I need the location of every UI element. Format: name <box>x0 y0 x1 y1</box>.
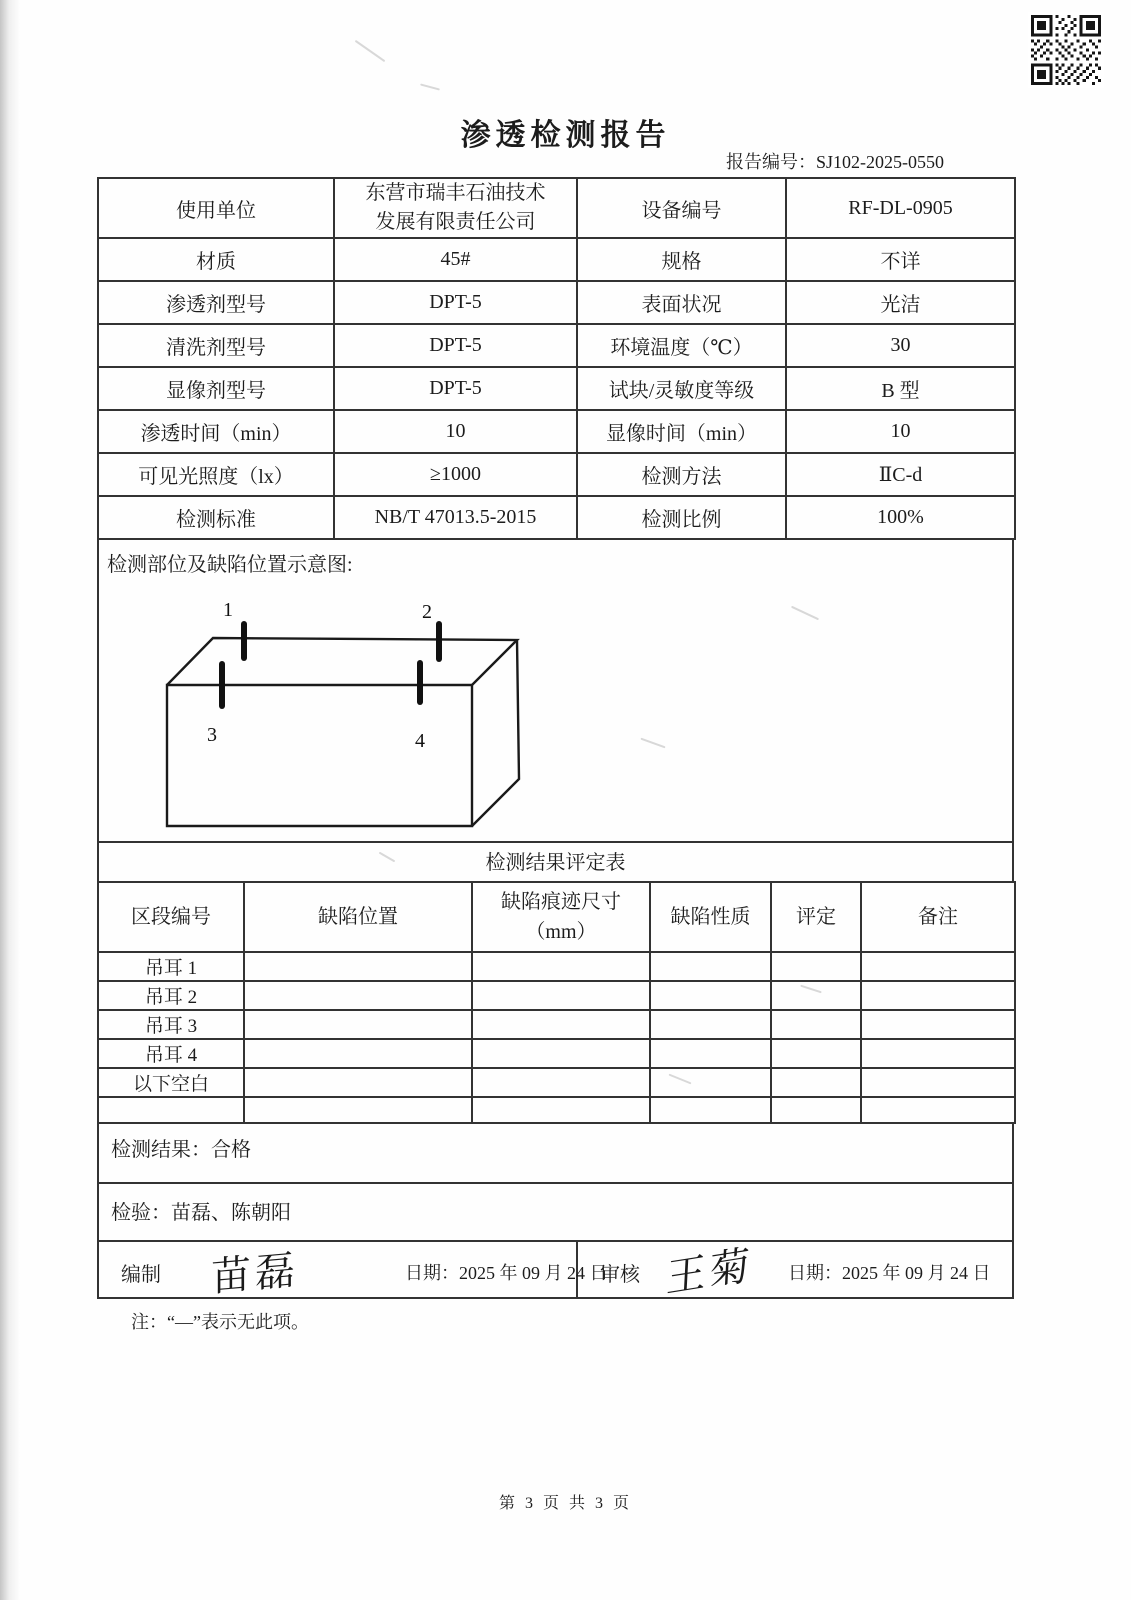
table-row <box>98 453 1015 496</box>
lug-label-1: 1 <box>223 599 233 621</box>
field-label: 使用单位 <box>98 178 334 238</box>
table-row <box>98 410 1015 453</box>
empty-cell <box>472 1068 650 1097</box>
column-header-line1: 缺陷痕迹尺寸 <box>501 891 621 913</box>
field-value: 100% <box>786 496 1015 539</box>
table-row <box>98 281 1015 324</box>
reviewed-by-label: 审核 <box>600 1264 640 1286</box>
field-label: 表面状况 <box>577 281 786 324</box>
cuboid-right-face <box>472 640 519 826</box>
empty-cell <box>861 981 1015 1010</box>
empty-cell <box>472 1097 650 1123</box>
company-name: 东营市瑞丰石油技术发展有限责任公司 <box>365 182 546 233</box>
empty-cell <box>244 1039 472 1068</box>
table-row <box>98 238 1015 281</box>
empty-cell <box>650 1097 771 1123</box>
reviewed-by-signature: 王菊 <box>665 1241 755 1302</box>
diagram-caption: 检测部位及缺陷位置示意图: <box>107 554 353 576</box>
field-value: 10 <box>786 410 1015 453</box>
signoff-row <box>97 1240 1014 1302</box>
table-row <box>98 324 1015 367</box>
field-label: 检测比例 <box>577 496 786 539</box>
prepared-by-signature: 苗磊 <box>211 1247 299 1300</box>
empty-cell <box>771 1097 861 1123</box>
table-row <box>98 952 1015 981</box>
empty-cell <box>472 1010 650 1039</box>
empty-cell <box>244 1097 472 1123</box>
table-row <box>98 1010 1015 1039</box>
field-value: DPT-5 <box>334 367 577 410</box>
field-value: 10 <box>334 410 577 453</box>
test-result-line <box>97 1124 1014 1182</box>
empty-cell <box>650 1039 771 1068</box>
field-value: ≥1000 <box>334 453 577 496</box>
results-table <box>97 881 1016 1124</box>
table-row <box>98 367 1015 410</box>
table-row <box>98 981 1015 1010</box>
field-value <box>334 178 577 238</box>
empty-cell <box>861 1039 1015 1068</box>
prepared-date-value: 2025 年 09 月 24 日 <box>459 1263 608 1283</box>
empty-cell <box>650 981 771 1010</box>
field-value: DPT-5 <box>334 324 577 367</box>
field-label: 显像剂型号 <box>98 367 334 410</box>
prepared-by-label: 编制 <box>121 1264 161 1286</box>
field-label: 显像时间（min） <box>577 410 786 453</box>
lug-label-4: 4 <box>415 730 425 752</box>
field-label: 检测方法 <box>577 453 786 496</box>
segment-cell <box>98 1097 244 1123</box>
report-body <box>97 177 1014 1302</box>
empty-cell <box>861 1097 1015 1123</box>
lug-label-3: 3 <box>207 724 217 746</box>
empty-cell <box>244 1010 472 1039</box>
field-label: 可见光照度（lx） <box>98 453 334 496</box>
field-value: 45# <box>334 238 577 281</box>
empty-cell <box>861 1010 1015 1039</box>
reviewed-date-label: 日期： <box>788 1263 842 1283</box>
segment-cell: 吊耳 3 <box>98 1010 244 1039</box>
field-label: 材质 <box>98 238 334 281</box>
empty-cell <box>861 1068 1015 1097</box>
reviewed-by-cell <box>578 1241 1012 1302</box>
field-value: B 型 <box>786 367 1015 410</box>
test-result-label: 检测结果： <box>111 1139 211 1161</box>
cuboid-front-face <box>167 685 472 826</box>
field-value: 30 <box>786 324 1015 367</box>
footnote: 注：“—”表示无此项。 <box>131 1312 309 1332</box>
page-title: 渗透检测报告 <box>460 119 671 152</box>
prepared-by-cell <box>99 1242 608 1300</box>
column-header: 缺陷位置 <box>244 882 472 952</box>
scan-speck <box>420 83 440 90</box>
column-header: 评定 <box>771 882 861 952</box>
field-value: 光洁 <box>786 281 1015 324</box>
report-number-value: SJ102-2025-0550 <box>815 152 944 172</box>
column-header-line2: （mm） <box>525 921 597 943</box>
field-label: 清洗剂型号 <box>98 324 334 367</box>
field-label: 渗透时间（min） <box>98 410 334 453</box>
field-label: 环境温度（℃） <box>577 324 786 367</box>
field-value: ⅡC-d <box>786 453 1015 496</box>
empty-cell <box>650 952 771 981</box>
empty-cell <box>650 1010 771 1039</box>
empty-cell <box>771 1068 861 1097</box>
scan-edge-artifact <box>0 0 20 1600</box>
empty-cell <box>472 952 650 981</box>
qr-code <box>1028 10 1104 90</box>
empty-cell <box>861 952 1015 981</box>
table-row <box>98 496 1015 539</box>
field-value: DPT-5 <box>334 281 577 324</box>
column-header: 区段编号 <box>98 882 244 952</box>
results-table-title: 检测结果评定表 <box>97 841 1014 881</box>
segment-cell: 吊耳 4 <box>98 1039 244 1068</box>
report-number-label: 报告编号： <box>725 152 816 172</box>
field-value: RF-DL-0905 <box>786 178 1015 238</box>
cuboid-diagram <box>132 586 532 836</box>
table-row <box>98 1039 1015 1068</box>
empty-cell <box>472 981 650 1010</box>
field-value: 不详 <box>786 238 1015 281</box>
inspectors-label: 检验： <box>111 1202 171 1224</box>
table-row <box>98 178 1015 238</box>
page-number: 第 3 页 共 3 页 <box>498 1495 632 1512</box>
empty-cell <box>771 1039 861 1068</box>
column-header <box>472 882 650 952</box>
empty-cell <box>244 981 472 1010</box>
segment-cell: 吊耳 1 <box>98 952 244 981</box>
segment-cell: 以下空白 <box>98 1068 244 1097</box>
empty-cell <box>244 952 472 981</box>
empty-cell <box>472 1039 650 1068</box>
column-header: 备注 <box>861 882 1015 952</box>
table-row <box>98 1097 1015 1123</box>
field-label: 规格 <box>577 238 786 281</box>
reviewed-date <box>788 1259 991 1285</box>
field-label: 渗透剂型号 <box>98 281 334 324</box>
info-table <box>97 177 1016 540</box>
empty-cell <box>771 952 861 981</box>
prepared-date-label: 日期： <box>405 1263 459 1283</box>
scan-speck <box>355 40 386 62</box>
report-number-line <box>97 148 1014 174</box>
test-result-value: 合格 <box>211 1139 251 1161</box>
lug-label-2: 2 <box>422 601 432 623</box>
field-label: 试块/灵敏度等级 <box>577 367 786 410</box>
inspectors-names: 苗磊、陈朝阳 <box>171 1202 291 1224</box>
table-row <box>98 1068 1015 1097</box>
field-label: 设备编号 <box>577 178 786 238</box>
inspectors-line <box>97 1182 1014 1240</box>
column-header: 缺陷性质 <box>650 882 771 952</box>
diagram-section <box>97 540 1014 841</box>
empty-cell <box>771 1010 861 1039</box>
reviewed-date-value: 2025 年 09 月 24 日 <box>842 1263 991 1283</box>
results-header-row <box>98 882 1015 952</box>
segment-cell: 吊耳 2 <box>98 981 244 1010</box>
field-value: NB/T 47013.5-2015 <box>334 496 577 539</box>
field-label: 检测标准 <box>98 496 334 539</box>
empty-cell <box>244 1068 472 1097</box>
empty-cell <box>650 1068 771 1097</box>
empty-cell <box>771 981 861 1010</box>
